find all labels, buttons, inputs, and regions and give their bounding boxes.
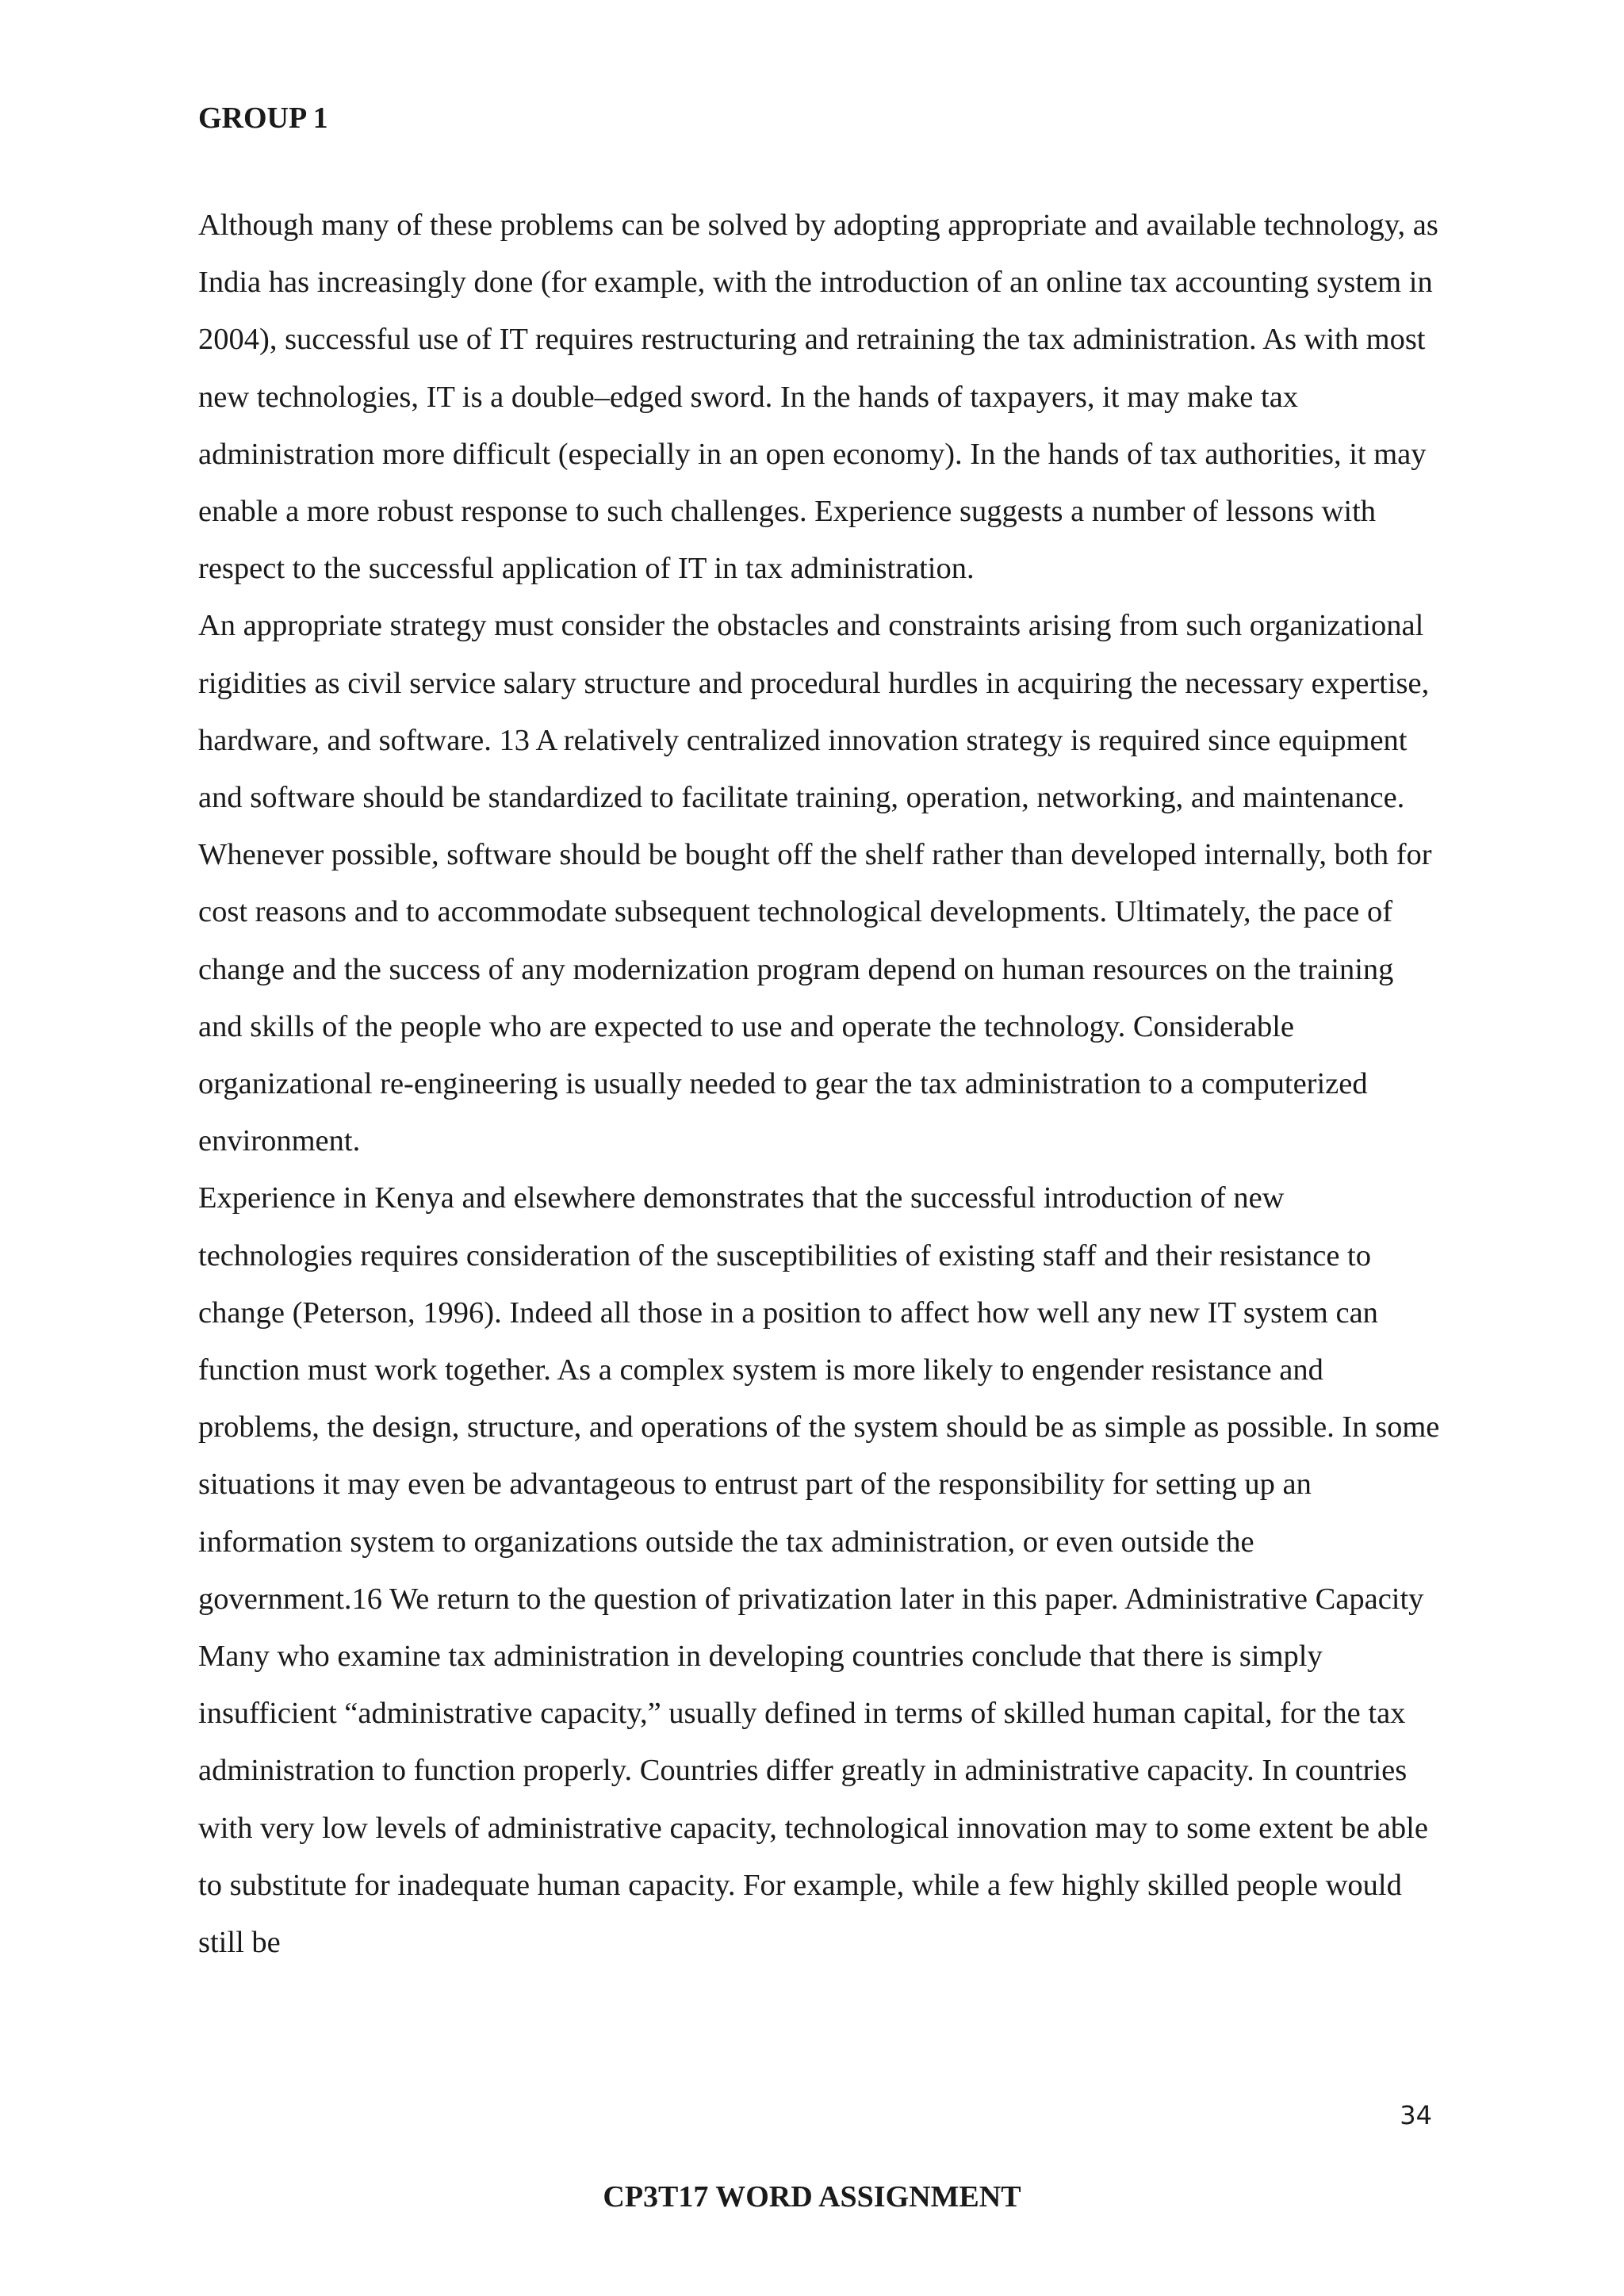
group-heading: GROUP 1 bbox=[198, 101, 328, 135]
page-number: 34 bbox=[1400, 2100, 1432, 2130]
paragraph-3: Experience in Kenya and elsewhere demonstrates that the successful introduction of new technologies requires consideration of the susceptibilities of existing staff and their resistance to change (Peterson, 1996). Indeed all those in a position to affect how well any new IT system can function must work together. As a complex system is more likely to engender resistance and problems, the design, structure, and operations of the system should be as simple as possible. In some situations it may even be advantageous to entrust part of the responsibility for setting up an information system to organizations outside the tax administration, or even outside the government.16 We return to the question of privatization later in this paper. Administrative Capacity Many who examine tax administration in developing countries conclude that there is simply insufficient “administrative capacity,” usually defined in terms of skilled human capital, for the tax administration to function properly. Countries differ greatly in administrative capacity. In countries with very low levels of administrative capacity, technological innovation may to some extent be able to substitute for inadequate human capacity. For example, while a few highly skilled people would still be bbox=[198, 1181, 1440, 1960]
body-text bbox=[198, 197, 1443, 1971]
footer-title: CP3T17 WORD ASSIGNMENT bbox=[603, 2180, 1021, 2214]
paragraph-2: An appropriate strategy must consider the obstacles and constraints arising from such organizational rigidities as civil service salary structure and procedural hurdles in acquiring the necessary expertise, hardware, and software. 13 A relatively centralized innovation strategy is required since equipment and software should be standardized to facilitate training, operation, networking, and maintenance. Whenever possible, software should be bought off the shelf rather than developed internally, both for cost reasons and to accommodate subsequent technological developments. Ultimately, the pace of change and the success of any modernization program depend on human resources on the training and skills of the people who are expected to use and operate the technology. Considerable organizational re-engineering is usually needed to gear the tax administration to a computerized environment. bbox=[198, 609, 1432, 1158]
paragraph-1: Although many of these problems can be solved by adopting appropriate and available technology, as India has increasingly done (for example, with the introduction of an online tax accounting system in 2004), successful use of IT requires restructuring and retraining the tax administration. As with most new technologies, IT is a double–edged sword. In the hands of taxpayers, it may make tax administration more difficult (especially in an open economy). In the hands of tax authorities, it may enable a more robust response to such challenges. Experience suggests a number of lessons with respect to the successful application of IT in tax administration. bbox=[198, 209, 1438, 586]
